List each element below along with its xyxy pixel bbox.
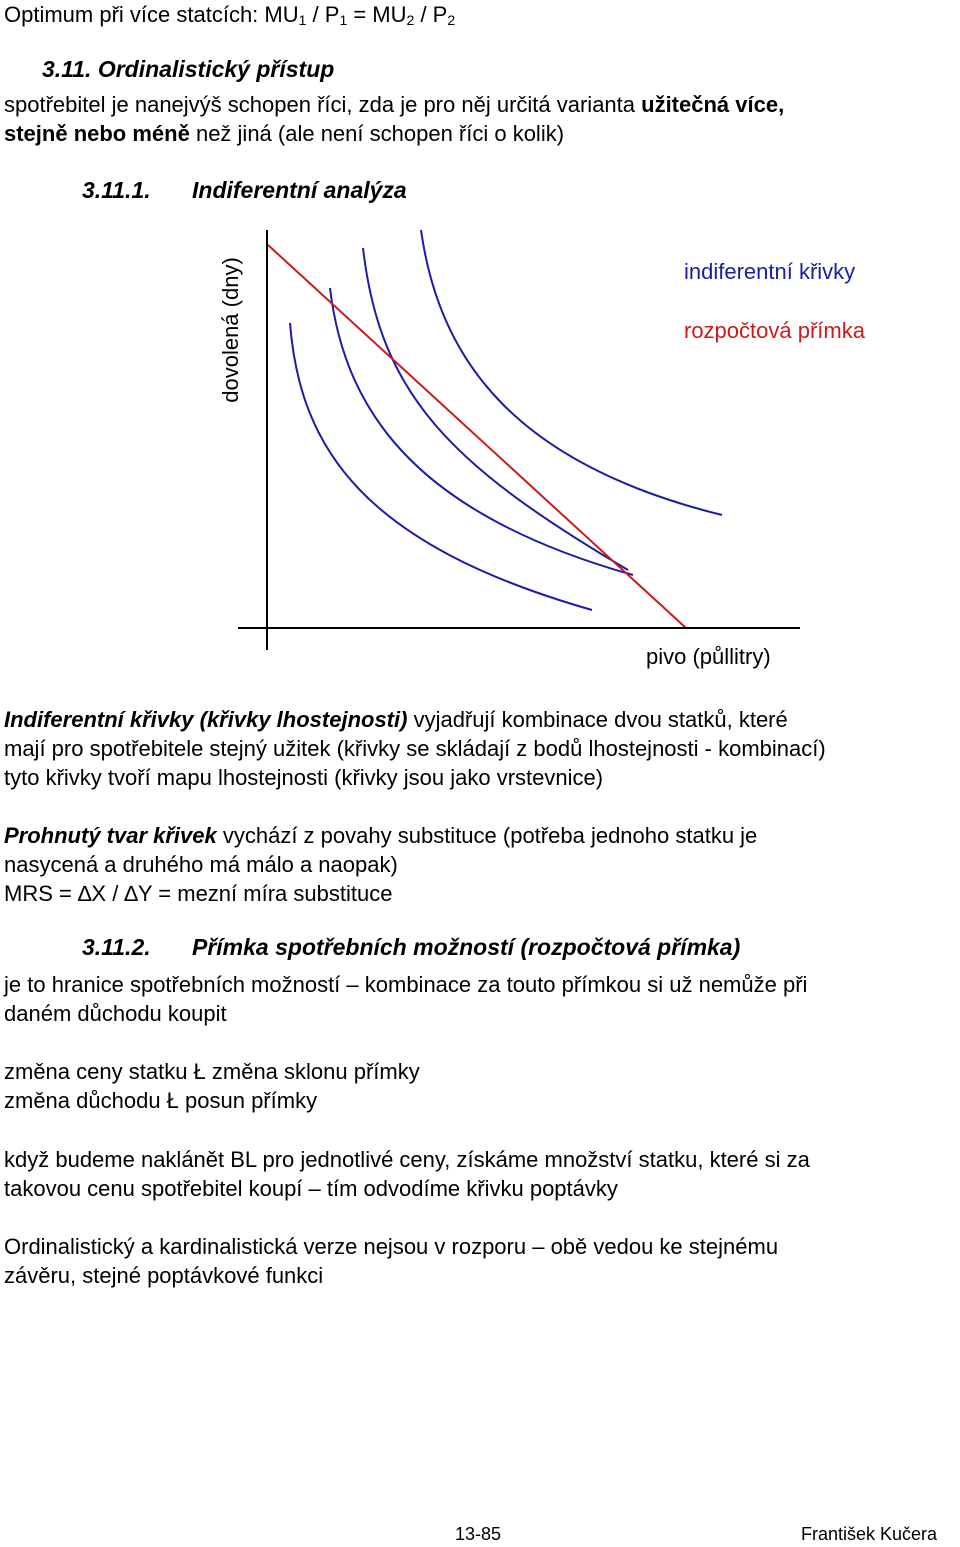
budget-line-desc2: daném důchodu koupit	[4, 1001, 227, 1026]
indifference-curve-1	[290, 323, 592, 610]
section-heading-3-11-1: 3.11.1. Indiferentní analýza	[82, 177, 407, 203]
budget-line	[268, 245, 686, 628]
indifference-curve-2	[330, 288, 633, 575]
optimum-formula: Optimum při více statcích: $MU_1 / P_1 = MU_2 / P_2$	[4, 2, 456, 28]
budget-line-desc1: je to hranice spotřebních možností – kombinace za touto přímkou si už nemůže při	[4, 972, 808, 997]
definition-line3: tyto křivky tvoří mapu lhostejnosti (křivky jsou jako vrstevnice)	[4, 765, 604, 790]
y-axis-label: dovolená (dny)	[218, 257, 243, 403]
demand-derivation-line2: takovou cenu spotřebitel koupí – tím odvodíme křivku poptávky	[4, 1176, 618, 1201]
conclusion-line1: Ordinalistický a kardinalistická verze nejsou v rozporu – obě vedou ke stejnému	[4, 1234, 779, 1259]
shape-line2: nasycená a druhého má málo a naopak)	[4, 852, 398, 877]
indifference-chart	[0, 215, 960, 685]
section-heading-3-11-2: 3.11.2. Přímka spotřebních možností (rozpočtová přímka)	[82, 934, 741, 960]
ordinal-description-line1: spotřebitel je nanejvýš schopen říci, zda je pro něj určitá varianta užitečná více,	[4, 92, 785, 117]
author-name: František Kučera	[801, 1524, 938, 1544]
ordinal-description-line2: stejně nebo méně než jiná (ale není schopen říci o kolik)	[4, 121, 565, 146]
income-change-line: změna důchodu Ł posun přímky	[4, 1088, 318, 1113]
definition-line2: mají pro spotřebitele stejný užitek (křivky se skládají z bodů lhostejnosti - kombinací)	[4, 736, 826, 761]
section-heading-3-11: 3.11. Ordinalistický přístup	[42, 56, 335, 82]
legend-budget-line: rozpočtová přímka	[684, 318, 865, 343]
legend-indifference-curves: indiferentní křivky	[684, 259, 856, 284]
definition-line1: Indiferentní křivky (křivky lhostejnosti) vyjadřují kombinace dvou statků, které	[4, 707, 788, 732]
price-change-line: změna ceny statku Ł změna sklonu přímky	[4, 1059, 420, 1084]
page-number: 13-85	[455, 1524, 502, 1544]
conclusion-line2: závěru, stejné poptávkové funkci	[4, 1263, 324, 1288]
shape-line1: Prohnutý tvar křivek vychází z povahy substituce (potřeba jednoho statku je	[4, 823, 758, 848]
indifference-curve-4	[421, 230, 722, 515]
mrs-formula: MRS = ∆X / ∆Y = mezní míra substituce	[4, 881, 393, 906]
demand-derivation-line1: když budeme naklánět BL pro jednotlivé ceny, získáme množství statku, které si za	[4, 1147, 810, 1172]
x-axis-label: pivo (půllitry)	[646, 644, 771, 669]
